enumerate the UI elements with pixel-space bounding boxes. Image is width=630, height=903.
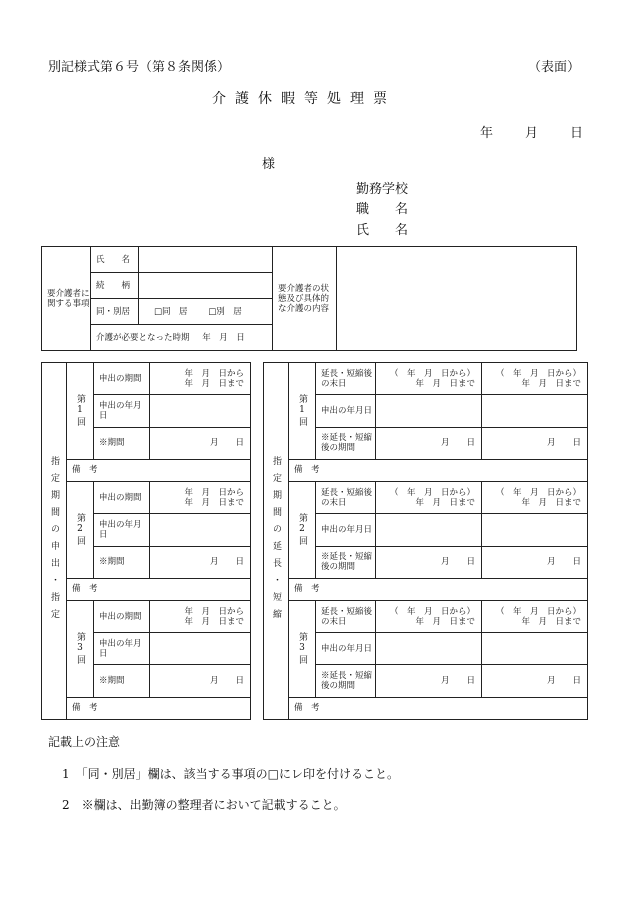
- right-ext-value-2[interactable]: （ 年 月 日から） 年 月 日まで: [482, 600, 588, 632]
- right-mark-value-2[interactable]: 月 日: [482, 427, 588, 459]
- right-remark[interactable]: 備 考: [289, 578, 588, 600]
- left-remark[interactable]: 備 考: [67, 697, 251, 719]
- left-date-label: 申出の年月日: [94, 514, 150, 546]
- right-mark-value-1[interactable]: 月 日: [376, 546, 482, 578]
- right-ext-value-2[interactable]: （ 年 月 日から） 年 月 日まで: [482, 481, 588, 513]
- right-date-field-2[interactable]: [482, 395, 588, 427]
- relation-field[interactable]: [139, 273, 273, 299]
- left-round-2: 第2回: [67, 481, 94, 578]
- left-date-label: 申出の年月日: [94, 633, 150, 665]
- left-mark-value[interactable]: 月 日: [150, 546, 251, 578]
- left-period-value[interactable]: 年 月 日から 年 月 日まで: [150, 600, 251, 632]
- left-date-field[interactable]: [150, 514, 251, 546]
- right-mark-value-2[interactable]: 月 日: [482, 546, 588, 578]
- right-remark[interactable]: 備 考: [289, 697, 588, 719]
- need-time-value: 年 月 日: [202, 332, 245, 343]
- side-indicator: （表面）: [528, 60, 581, 75]
- patient-table: [41, 246, 577, 351]
- right-date-label: 申出の年月日: [316, 395, 376, 427]
- left-remark[interactable]: 備 考: [67, 578, 251, 600]
- patient-name-field[interactable]: [139, 247, 273, 273]
- left-period-label: 申出の期間: [94, 363, 150, 395]
- post-label: 職 名: [356, 202, 409, 217]
- right-ext-value-1[interactable]: （ 年 月 日から） 年 月 日まで: [376, 481, 482, 513]
- right-date-field-1[interactable]: [376, 514, 482, 546]
- left-date-field[interactable]: [150, 395, 251, 427]
- left-period-value[interactable]: 年 月 日から 年 月 日まで: [150, 481, 251, 513]
- patient-name-label: 氏 名: [91, 247, 139, 273]
- right-date-field-1[interactable]: [376, 395, 482, 427]
- right-date-field-2[interactable]: [482, 514, 588, 546]
- patient-section-label: 要介護者に関する事項: [42, 247, 91, 351]
- left-round-3: 第3回: [67, 600, 94, 697]
- need-time-label: 介護が必要となった時期: [96, 332, 190, 343]
- right-mark-value-1[interactable]: 月 日: [376, 427, 482, 459]
- living-label: 同・別居: [91, 299, 139, 325]
- left-mark-value[interactable]: 月 日: [150, 427, 251, 459]
- right-mark-label: ※延長・短縮後の期間: [316, 665, 376, 697]
- page-title: 介護休暇等処理票: [212, 91, 396, 107]
- left-period-label: 申出の期間: [94, 600, 150, 632]
- right-ext-value-2[interactable]: （ 年 月 日から） 年 月 日まで: [482, 363, 588, 395]
- right-ext-label: 延長・短縮後の末日: [316, 600, 376, 632]
- right-ext-label: 延長・短縮後の末日: [316, 481, 376, 513]
- right-ext-value-1[interactable]: （ 年 月 日から） 年 月 日まで: [376, 600, 482, 632]
- living-separate-checkbox[interactable]: □別 居: [208, 306, 242, 317]
- left-mark-label: ※期間: [94, 665, 150, 697]
- right-remark[interactable]: 備 考: [289, 459, 588, 481]
- living-same-checkbox[interactable]: □同 居: [154, 306, 188, 317]
- left-side-label: 指定期間の申出・指定: [42, 363, 67, 720]
- patient-state-label: 要介護者の状態及び具体的な介護の内容: [273, 247, 337, 351]
- addressee: 様: [262, 157, 276, 172]
- left-mark-value[interactable]: 月 日: [150, 665, 251, 697]
- right-date-field-2[interactable]: [482, 633, 588, 665]
- relation-label: 続 柄: [91, 273, 139, 299]
- left-date-field[interactable]: [150, 633, 251, 665]
- left-period-value[interactable]: 年 月 日から 年 月 日まで: [150, 363, 251, 395]
- right-table: [263, 362, 588, 720]
- right-round-3: 第3回: [289, 600, 316, 697]
- left-period-label: 申出の期間: [94, 481, 150, 513]
- left-remark[interactable]: 備 考: [67, 459, 251, 481]
- notes-heading: 記載上の注意: [48, 735, 121, 749]
- need-time-cell[interactable]: [91, 325, 273, 351]
- note-item-1: 1 「同・別居」欄は、該当する事項の□にレ印を付けること。: [62, 767, 399, 781]
- left-table: [41, 362, 251, 720]
- date-line: 年 月 日: [480, 126, 586, 141]
- patient-state-field[interactable]: [337, 247, 577, 351]
- right-round-1: 第1回: [289, 363, 316, 460]
- right-ext-value-1[interactable]: （ 年 月 日から） 年 月 日まで: [376, 363, 482, 395]
- right-mark-label: ※延長・短縮後の期間: [316, 427, 376, 459]
- left-round-1: 第1回: [67, 363, 94, 460]
- right-date-label: 申出の年月日: [316, 514, 376, 546]
- right-mark-value-1[interactable]: 月 日: [376, 665, 482, 697]
- right-round-2: 第2回: [289, 481, 316, 578]
- left-mark-label: ※期間: [94, 546, 150, 578]
- right-date-label: 申出の年月日: [316, 633, 376, 665]
- right-date-field-1[interactable]: [376, 633, 482, 665]
- note-item-2: 2 ※欄は、出勤簿の整理者において記載すること。: [62, 798, 346, 812]
- right-ext-label: 延長・短縮後の末日: [316, 363, 376, 395]
- school-label: 勤務学校: [356, 182, 409, 197]
- right-mark-label: ※延長・短縮後の期間: [316, 546, 376, 578]
- name-label: 氏 名: [356, 223, 409, 238]
- left-mark-label: ※期間: [94, 427, 150, 459]
- form-id: 別記様式第６号（第８条関係）: [48, 60, 231, 75]
- right-mark-value-2[interactable]: 月 日: [482, 665, 588, 697]
- left-date-label: 申出の年月日: [94, 395, 150, 427]
- living-options[interactable]: [139, 299, 273, 325]
- right-side-label: 指定期間の延長・短縮: [264, 363, 289, 720]
